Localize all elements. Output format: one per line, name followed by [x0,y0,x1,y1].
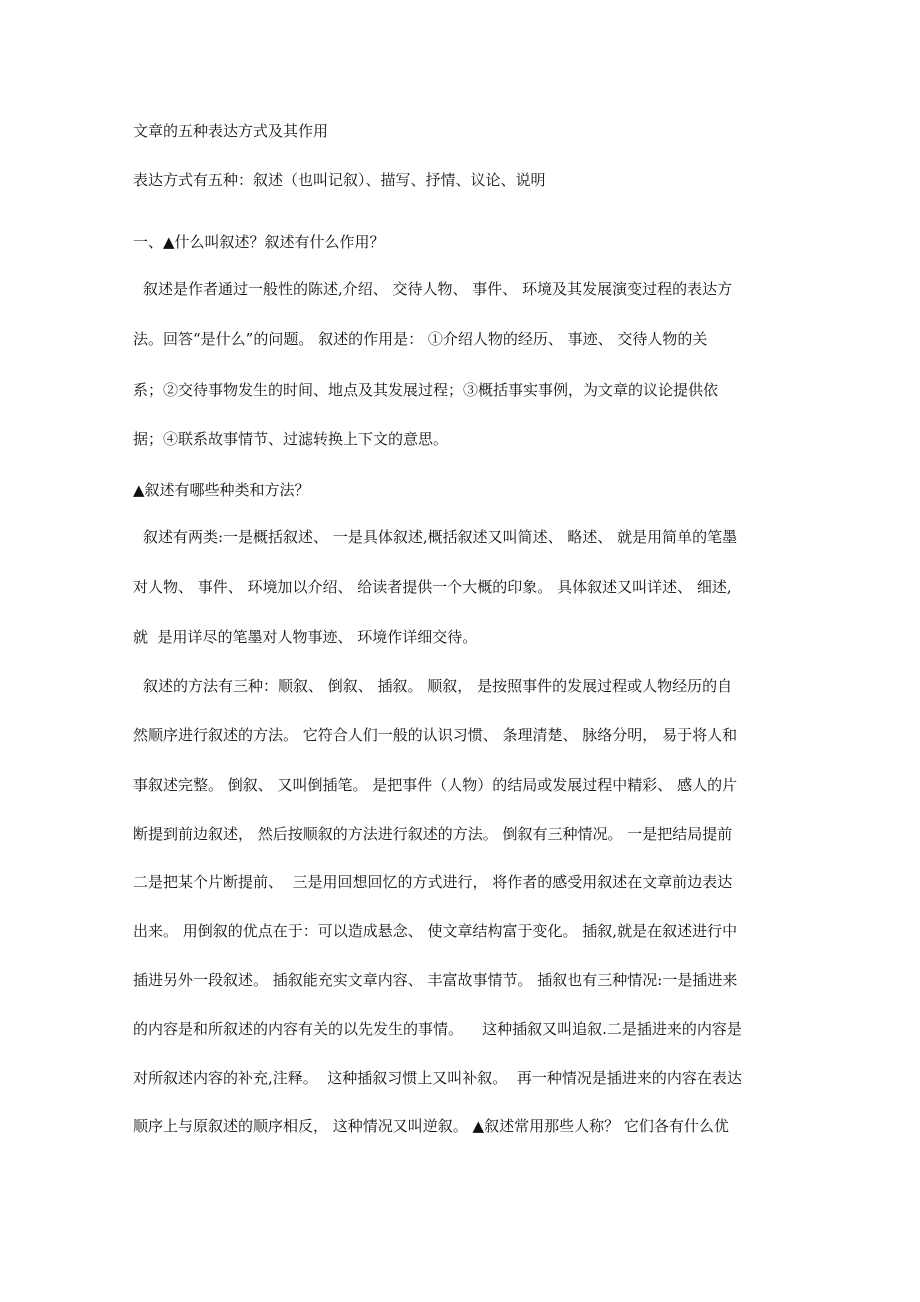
paragraph-line: 二是把某个片断提前、 三是用回想回忆的方式进行， 将作者的感受用叙述在文章前边表达 [133,873,733,891]
paragraph-line: 对人物、 事件、 环境加以介绍、 给读者提供一个大概的印象。 具体叙述又叫详述、 细述, [133,578,732,596]
question-heading-1: 一、▲什么叫叙述？叙述有什么作用？ [133,233,385,251]
paragraph-line: 插进另外一段叙述。 插叙能充实文章内容、 丰富故事情节。 插叙也有三种情况:一是插进来 [133,971,738,989]
document-title: 文章的五种表达方式及其作用 [133,122,329,140]
paragraph-line: 出来。 用倒叙的优点在于：可以造成悬念、 使文章结构富于变化。 插叙,就是在叙述进行中 [133,922,738,940]
paragraph-line: 顺序上与原叙述的顺序相反， 这种情况又叫逆叙。 ▲叙述常用那些人称？ 它们各有什么优 [133,1117,729,1135]
intro-line: 表达方式有五种：叙述（也叫记叙）、描写、抒情、议论、说明 [133,171,546,189]
paragraph-line: 叙述的方法有三种：顺叙、 倒叙、 插叙。 顺叙， 是按照事件的发展过程或人物经历的自 [143,677,733,695]
paragraph-line: 的内容是和所叙述的内容有关的以先发生的事情。 这种插叙又叫追叙.二是插进来的内容是 [133,1020,742,1038]
paragraph-line: 据；④联系故事情节、过滤转换上下文的意思。 [133,430,449,448]
paragraph-line: 叙述是作者通过一般性的陈述,介绍、 交待人物、 事件、 环境及其发展演变过程的表达方 [143,280,733,298]
question-heading-2: ▲叙述有哪些种类和方法？ [133,481,310,499]
paragraph-line: 事叙述完整。 倒叙、 又叫倒插笔。 是把事件（人物）的结局或发展过程中精彩、 感人的片 [133,776,738,794]
paragraph-line: 叙述有两类:一是概括叙述、 一是具体叙述,概括叙述又叫简述、 略述、 就是用简单的笔墨 [143,528,738,546]
paragraph-line: 就 是用详尽的笔墨对人物事迹、 环境作详细交待。 [133,628,478,646]
paragraph-line: 系；②交待事物发生的时间、地点及其发展过程；③概括事实事例，为文章的议论提供依 [133,381,719,399]
paragraph-line: 法。回答“是什么”的问题。 叙述的作用是： ①介绍人物的经历、 事迹、 交待人物的关 [133,330,708,348]
paragraph-line: 然顺序进行叙述的方法。 它符合人们一般的认识习惯、 条理清楚、 脉络分明， 易于将人和 [133,726,738,744]
paragraph-line: 对所叙述内容的补充,注释。 这种插叙习惯上又叫补叙。 再一种情况是插进来的内容在表达 [133,1069,742,1087]
paragraph-line: 断提到前边叙述， 然后按顺叙的方法进行叙述的方法。 倒叙有三种情况。 一是把结局提前 [133,825,733,843]
